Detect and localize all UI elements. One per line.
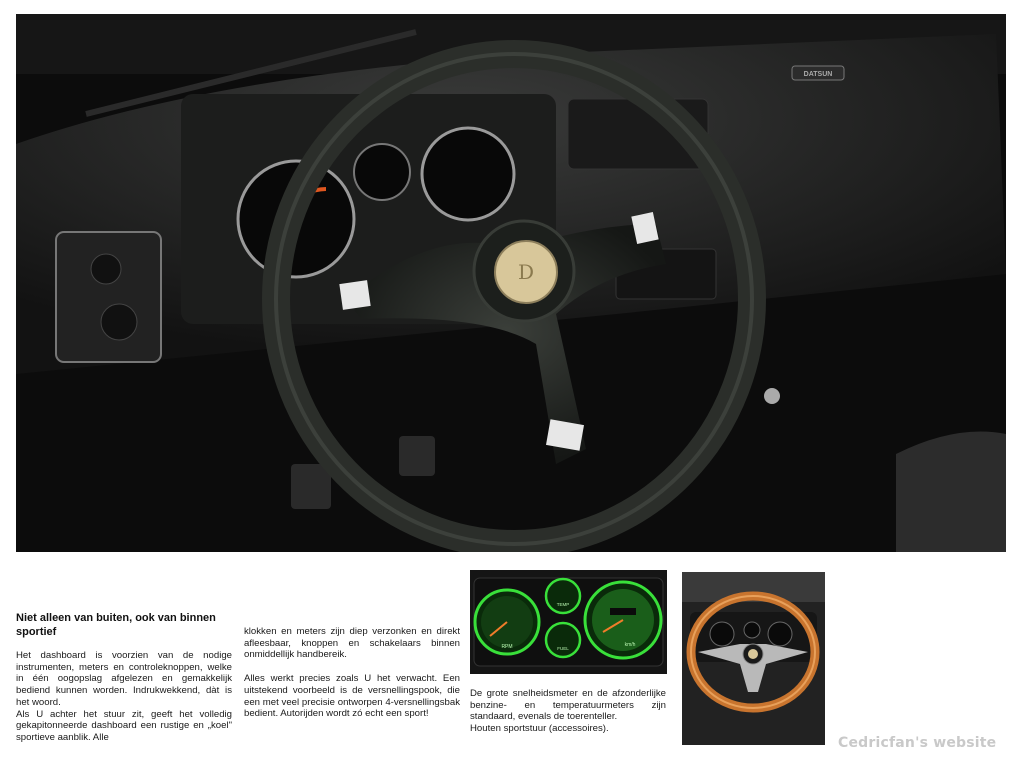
body-column-2 <box>244 626 460 720</box>
website-watermark: Cedricfan's website <box>838 735 997 751</box>
svg-text:D: D <box>517 260 535 284</box>
caption-text: De grote snelheidsmeter en de afzonderlijke benzine- en temperatuurmeters zijn standaard, evenals de toerenteller. <box>470 688 666 723</box>
speedo-unit-text: km/h <box>624 642 636 648</box>
tacho-unit-text: RPM <box>501 644 513 650</box>
fuel-gauge-text: FUEL <box>557 646 569 651</box>
caption-text: Houten sportstuur (accessoires). <box>470 723 609 735</box>
dashboard-photo <box>16 14 1006 552</box>
temp-gauge-text: TEMP <box>556 602 570 607</box>
body-column-1 <box>16 650 232 744</box>
photo-caption <box>470 688 666 735</box>
paragraph: klokken en meters zijn diep verzonken en direkt afleesbaar, knoppen en schakelaars binnen onmiddellijk handbereik. <box>244 626 460 661</box>
paragraph: Het dashboard is voorzien van de nodige instrumenten, meters en controleknoppen, welke in één oogopslag afgelezen en gemakkelijk bediend kunnen worden. Indrukwekkend, dàt is het woord. <box>16 650 232 708</box>
section-heading: Niet alleen van buiten, ook van binnen sportief <box>16 612 216 638</box>
gauge-cluster-photo <box>470 570 667 674</box>
paragraph: Als U achter het stuur zit, geeft het volledig gekapitonneerde dashboard een rustige en „koel" sportieve aanblik. Alle <box>16 708 232 743</box>
wooden-wheel-photo <box>682 572 825 745</box>
vent-badge-text: DATSUN <box>803 71 833 78</box>
paragraph: Alles werkt precies zoals U het verwacht. Een uitstekend voorbeeld is de versnellingspook, die een met veel precisie ontworpen 4-versnellingsbak bedient. Autorijden wordt zó echt een sport! <box>244 673 460 720</box>
